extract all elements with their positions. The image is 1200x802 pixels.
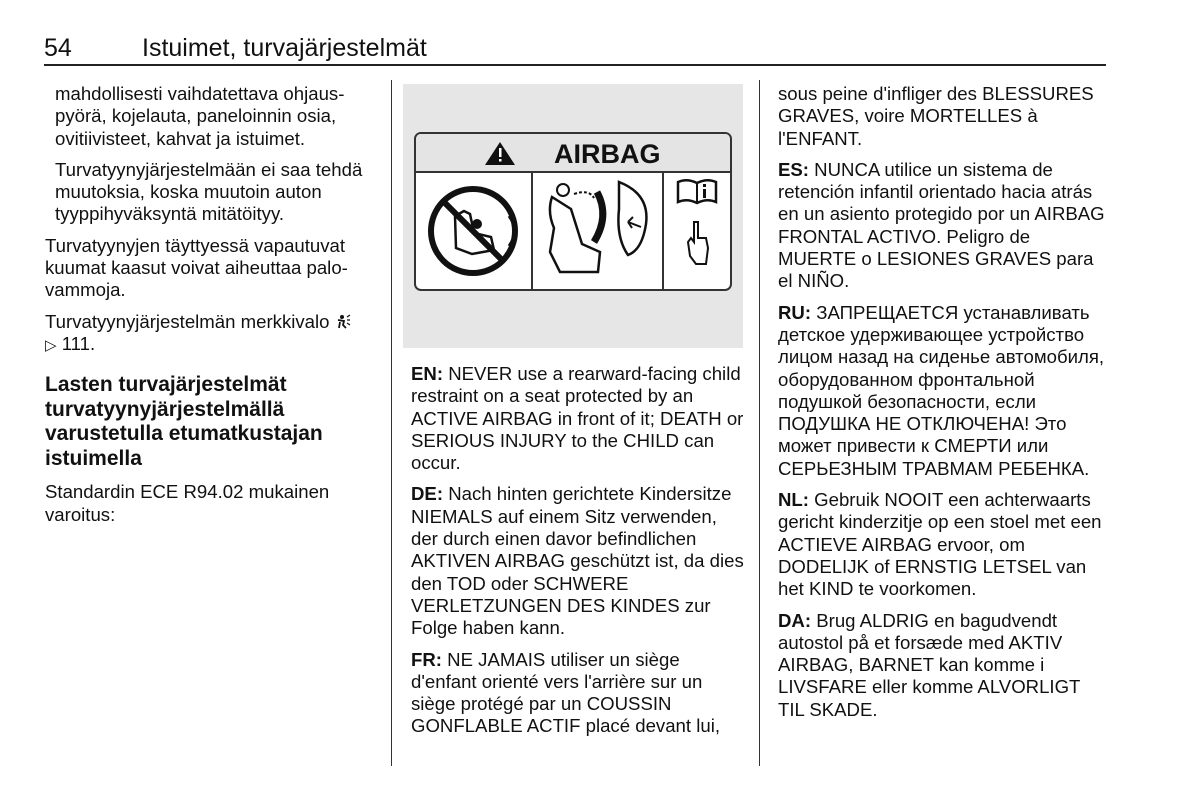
page-number: 54 [44, 34, 72, 62]
column-divider [391, 80, 392, 766]
left-column [45, 83, 375, 535]
warning-es [778, 159, 1108, 293]
paragraph: mahdollisesti vaihdatettava ohjauspyörä, kojelauta, paneloinnin osia, ovitiivisteet, kahvat ja istuimet. [55, 83, 345, 149]
label-title: AIRBAG [554, 139, 661, 169]
right-column [778, 83, 1108, 730]
arrow-icon: ▷ [45, 336, 57, 354]
warning-text: NEVER use a rearward-facing child restraint on a seat protected by an ACTIVE AIRBAG in front of it; DEATH or SERIOUS INJURY to the CHILD can occur. [411, 363, 744, 474]
warning-text: ЗАПРЕЩАЕТСЯ устанавливать детское удерживающее устройство лицом назад на сиденье автомобиля, оборудованном фронтальной подушкой безопасности, если ПОДУШКА НЕ ОТКЛЮЧЕНА! Это может привести к СМЕРТИ или СЕРЬЕЗНЫМ ТРАВМАМ РЕБЕНКА. [778, 301, 1105, 479]
paragraph: Turvatyynyjen täyttyessä vapautuvat kuumat kaasut voivat aiheuttaa palovammoja. [45, 234, 348, 301]
section-title: Istuimet, turvajärjestelmät [142, 34, 427, 62]
warning-text: Brug ALDRIG en bagudvendt autostol på et forsæde med AKTIV AIRBAG, BARNET kan komme i LIVSFARE eller komme ALVORLIGT TIL SKADE. [778, 609, 1081, 720]
warning-de [411, 483, 747, 639]
paragraph: Turvatyynyjärjestelmään ei saa tehdä muutoksia, koska muutoin auton tyyppihyväksyntä mitätöityy. [55, 158, 363, 225]
language-code: DE: [411, 483, 444, 505]
column-divider [759, 80, 760, 766]
page-header [44, 34, 1106, 66]
warning-ru [778, 302, 1108, 480]
paragraph [45, 311, 375, 358]
warning-fr-continued: sous peine d'infliger des BLESSURES GRAVES, voire MORTELLES à l'ENFANT. [778, 83, 1094, 149]
warning-en [411, 363, 747, 474]
language-code: RU: [778, 301, 812, 323]
airbag-warning-label [414, 132, 732, 291]
language-code: DA: [778, 609, 812, 631]
language-code: EN: [411, 363, 444, 384]
warning-text: NE JAMAIS utiliser un siège d'enfant orienté vers l'arrière sur un siège protégé par un COUSSIN GONFLABLE ACTIF placé devant lui, [411, 648, 720, 737]
warning-text: Gebruik NOOIT een achterwaarts gericht kinderzitje op een stoel met een ACTIEVE AIRBAG ervoor, om DODELIJK of ERNSTIG LETSEL van het KIND te voorkomen. [778, 489, 1102, 600]
subheading: Lasten turvajärjestelmät turvatyynyjärjestelmällä varustetulla etumatkustajan istuimella [45, 373, 323, 470]
language-code: FR: [411, 648, 442, 670]
paragraph-text: Turvatyynyjärjestelmän merkkivalo [45, 310, 330, 332]
paragraph: Standardin ECE R94.02 mukainen varoitus: [45, 481, 330, 525]
middle-column [411, 363, 747, 747]
warning-text: Nach hinten gerichtete Kindersitze NIEMALS auf einem Sitz verwenden, der durch einen davor befindlichen AKTIVEN AIRBAG geschützt ist, da dies den TOD oder SCHWERE VERLETZUNGEN DES KINDES zur Folge haben kann. [411, 483, 744, 639]
language-code: NL: [778, 489, 809, 511]
language-code: ES: [778, 158, 809, 180]
warning-da [778, 610, 1108, 721]
warning-nl [778, 489, 1108, 600]
airbag-warning-icon [335, 314, 351, 330]
warning-text: NUNCA utilice un sistema de retención infantil orientado hacia atrás en un asiento protegido por un AIRBAG FRONTAL ACTIVO. Peligro de MUERTE o LESIONES GRAVES para el NIÑO. [778, 158, 1105, 292]
warning-fr [411, 649, 747, 738]
page-reference: 111. [61, 332, 96, 354]
header-rule [44, 64, 1106, 66]
